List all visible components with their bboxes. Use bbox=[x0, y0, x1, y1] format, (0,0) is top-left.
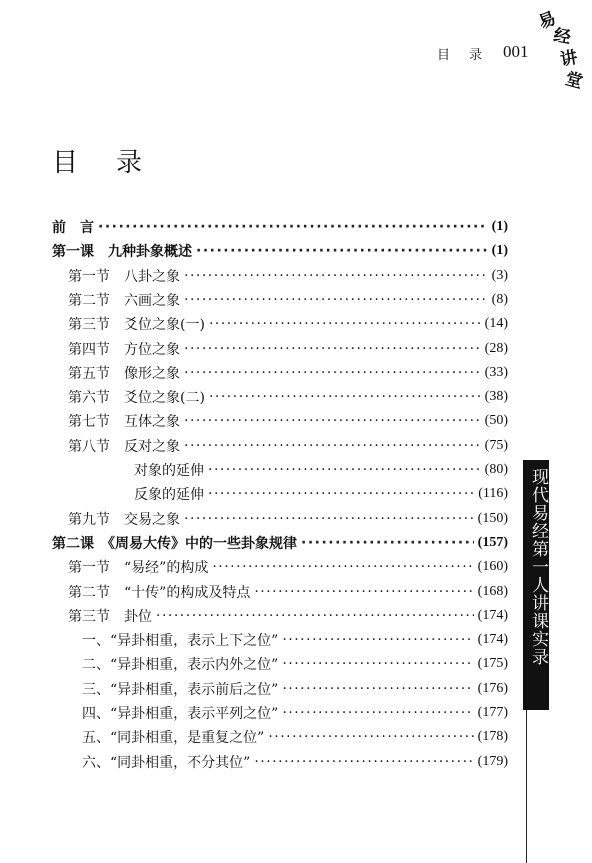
toc-entry-page: (80) bbox=[484, 462, 508, 477]
toc-title bbox=[52, 142, 144, 179]
toc-entry-page: (1) bbox=[491, 219, 508, 234]
leader-dots bbox=[208, 462, 481, 478]
toc-entry-label: 反象的延伸 bbox=[134, 487, 204, 504]
page-number: 001 bbox=[503, 42, 529, 61]
toc-title-b: 录 bbox=[116, 148, 145, 178]
toc-entry[interactable] bbox=[68, 288, 508, 312]
toc-entry[interactable] bbox=[52, 215, 508, 239]
header-section: 目 bbox=[437, 48, 452, 63]
toc-entry-label: 第九节 交易之象 bbox=[68, 511, 180, 528]
toc-entry[interactable] bbox=[82, 652, 508, 676]
toc-entry[interactable] bbox=[82, 677, 508, 701]
series-logo: 易 经 讲 堂 bbox=[535, 8, 585, 93]
toc-entry[interactable] bbox=[68, 361, 508, 385]
toc-entry-label: 第二节 “十传”的构成及特点 bbox=[68, 584, 251, 601]
toc-entry[interactable] bbox=[68, 409, 508, 433]
toc-entry-page: (75) bbox=[484, 437, 508, 453]
toc-entry[interactable] bbox=[68, 580, 508, 604]
leader-dots bbox=[268, 729, 473, 745]
toc-entry-label: 第三节 卦位 bbox=[68, 608, 152, 625]
toc-entry-label: 第一节 八卦之象 bbox=[68, 268, 180, 285]
toc-entry-page: (175) bbox=[477, 656, 508, 672]
toc-entry-page: (33) bbox=[484, 364, 508, 380]
toc-entry-page: (179) bbox=[477, 753, 508, 769]
leader-dots bbox=[184, 438, 481, 454]
toc-entry-page: (178) bbox=[477, 729, 508, 745]
toc-entry-label: 四、“异卦相重，表示平列之位” bbox=[82, 706, 279, 722]
toc-title-a: 目 bbox=[52, 148, 81, 178]
toc-entry-label: 第七节 互体之象 bbox=[68, 414, 180, 431]
leader-dots bbox=[282, 632, 473, 648]
toc-entry[interactable] bbox=[82, 628, 508, 652]
leader-dots bbox=[282, 705, 473, 721]
leader-dots bbox=[282, 656, 473, 672]
toc-entry-page: (177) bbox=[477, 705, 508, 720]
leader-dots bbox=[212, 559, 473, 575]
toc-entry-label: 第一课 九种卦象概述 bbox=[52, 244, 192, 261]
toc-entry-label: 第一节 “易经”的构成 bbox=[68, 560, 209, 577]
toc-entry-page: (3) bbox=[491, 267, 508, 283]
margin-rule bbox=[526, 710, 527, 863]
leader-dots bbox=[184, 413, 481, 429]
leader-dots bbox=[184, 268, 488, 284]
leader-dots bbox=[156, 608, 474, 624]
toc-entry-page: (174) bbox=[477, 632, 508, 648]
leader-dots bbox=[254, 754, 473, 770]
leader-dots bbox=[98, 219, 488, 235]
toc-entry-label: 第六节 爻位之象(二) bbox=[68, 390, 205, 407]
toc-entry-page: (176) bbox=[477, 680, 508, 696]
toc-entry-page: (160) bbox=[477, 559, 508, 575]
leader-dots bbox=[254, 584, 473, 600]
toc-entry-page: (174) bbox=[477, 607, 508, 623]
toc-entry-label: 前 言 bbox=[52, 220, 94, 236]
side-tab bbox=[523, 460, 549, 710]
toc-entry[interactable] bbox=[82, 701, 508, 725]
toc-entry-page: (150) bbox=[477, 510, 508, 526]
toc-entry[interactable] bbox=[68, 312, 508, 336]
toc-entry-label: 三、“异卦相重，表示前后之位” bbox=[82, 681, 279, 698]
toc-entry-page: (50) bbox=[484, 413, 508, 429]
leader-dots bbox=[282, 681, 473, 697]
toc-entry-page: (116) bbox=[478, 486, 508, 502]
toc-entry[interactable] bbox=[68, 555, 508, 579]
toc-entry-label: 六、“同卦相重，不分其位” bbox=[82, 754, 251, 771]
toc-entry-page: (14) bbox=[484, 316, 508, 332]
side-tab-text: 现代易经第一人讲课实录 bbox=[528, 468, 548, 666]
toc-entry[interactable] bbox=[68, 434, 508, 458]
header-section-2: 录 bbox=[469, 48, 484, 63]
toc-entry[interactable] bbox=[68, 604, 508, 628]
toc-entry-label: 第四节 方位之象 bbox=[68, 341, 180, 358]
leader-dots bbox=[209, 316, 481, 332]
toc-entry[interactable] bbox=[52, 239, 508, 263]
toc-entry-page: (168) bbox=[477, 583, 508, 599]
toc-entry-label: 第二节 六画之象 bbox=[68, 292, 180, 309]
running-header bbox=[437, 44, 483, 63]
leader-dots bbox=[196, 243, 488, 259]
leader-dots bbox=[208, 486, 474, 502]
toc-entry[interactable] bbox=[68, 337, 508, 361]
toc-entry[interactable] bbox=[68, 264, 508, 288]
toc-entry-label: 第五节 像形之象 bbox=[68, 365, 180, 382]
toc-entry-label: 二、“异卦相重，表示内外之位” bbox=[82, 657, 279, 674]
toc-entry-label: 一、“异卦相重，表示上下之位” bbox=[82, 633, 279, 650]
toc-entry-page: (28) bbox=[484, 340, 508, 356]
toc-entry-label: 对象的延伸 bbox=[134, 463, 204, 479]
toc-entry-label: 第二课 《周易大传》中的一些卦象规律 bbox=[52, 535, 297, 552]
leader-dots bbox=[184, 365, 481, 381]
toc-entry-page: (157) bbox=[477, 534, 508, 550]
toc-entry[interactable] bbox=[134, 482, 508, 506]
toc-entry-label: 五、“同卦相重，是重复之位” bbox=[82, 730, 265, 747]
toc-entry[interactable] bbox=[52, 531, 508, 555]
toc-entry[interactable] bbox=[82, 750, 508, 774]
toc-entry-label: 第三节 爻位之象(一) bbox=[68, 317, 205, 334]
leader-dots bbox=[209, 389, 481, 405]
leader-dots bbox=[184, 292, 488, 308]
toc-entry-label: 第八节 反对之象 bbox=[68, 438, 180, 455]
toc-entry-page: (1) bbox=[491, 243, 508, 259]
leader-dots bbox=[301, 535, 474, 551]
toc-entry[interactable] bbox=[68, 385, 508, 409]
toc-entry[interactable] bbox=[68, 507, 508, 531]
toc-entry-page: (38) bbox=[484, 389, 508, 405]
toc-entry-page: (8) bbox=[491, 291, 508, 307]
leader-dots bbox=[184, 511, 474, 527]
toc-entry[interactable] bbox=[82, 725, 508, 749]
toc-entry[interactable] bbox=[134, 458, 508, 482]
leader-dots bbox=[184, 341, 481, 357]
